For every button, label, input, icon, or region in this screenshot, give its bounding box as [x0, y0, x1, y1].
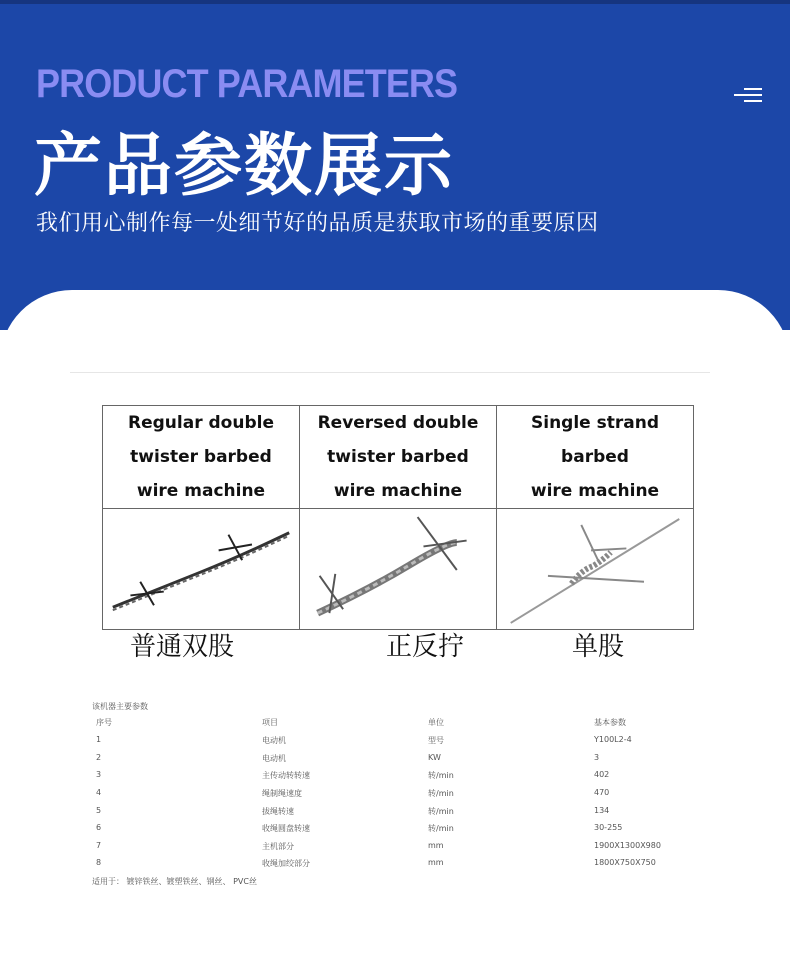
spec-cell: 拔绳转速: [262, 807, 294, 816]
chinese-subtitle: 我们用心制作每一处细节好的品质是获取市场的重要原因: [36, 211, 599, 236]
spec-cell: 3: [96, 770, 102, 779]
spec-table-row: [0, 858, 790, 872]
double-twist-barbed-wire-image: [103, 510, 299, 628]
spec-table-header: [0, 717, 790, 731]
header-line: Single strand: [531, 413, 659, 433]
header-line: wire machine: [136, 481, 266, 501]
spec-cell: 转/min: [428, 789, 454, 798]
english-title: PRODUCT PARAMETERS: [36, 62, 458, 106]
spec-cell: 主传动转转速: [262, 771, 310, 780]
spec-table-title: 该机器主要参数: [92, 702, 148, 711]
spec-cell: 1800X750X750: [594, 858, 656, 867]
spec-header-cell: 基本参数: [594, 718, 626, 727]
spec-header-cell: 单位: [428, 718, 444, 727]
spec-cell: 30-255: [594, 823, 623, 832]
spec-cell: 转/min: [428, 771, 454, 780]
spec-cell: mm: [428, 841, 444, 850]
spec-cell: 转/min: [428, 824, 454, 833]
spec-cell: 470: [594, 788, 610, 797]
spec-header-cell: 项目: [262, 718, 278, 727]
spec-table-row: [0, 841, 790, 855]
spec-cell: 主机部分: [262, 842, 294, 851]
menu-icon[interactable]: [734, 86, 762, 106]
spec-cell: 3: [594, 753, 600, 762]
spec-cell: 收绳加绞部分: [262, 859, 310, 868]
comparison-image-row: [103, 509, 694, 630]
single-strand-barbed-wire-image: [497, 510, 693, 628]
spec-cell: 1: [96, 735, 102, 744]
type-label: 单股: [572, 632, 625, 662]
spec-header-cell: 序号: [96, 718, 112, 727]
header-line: twister barbed: [327, 447, 469, 467]
spec-cell: 402: [594, 770, 610, 779]
type-label: 普通双股: [130, 632, 235, 662]
header-line: barbed: [561, 447, 629, 467]
spec-cell: mm: [428, 858, 444, 867]
comparison-image-cell: [103, 509, 300, 630]
spec-cell: 4: [96, 788, 102, 797]
spec-cell: 8: [96, 858, 102, 867]
spec-cell: 1900X1300X980: [594, 841, 661, 850]
spec-cell: 7: [96, 841, 102, 850]
comparison-header-cell: [497, 406, 694, 509]
comparison-header-cell: [103, 406, 300, 509]
reverse-twist-barbed-wire-image: [300, 510, 496, 628]
header-line: twister barbed: [130, 447, 272, 467]
comparison-image-cell: [497, 509, 694, 630]
spec-cell: 收绳圆盘转速: [262, 824, 310, 833]
spec-table-row: [0, 753, 790, 767]
header-line: wire machine: [530, 481, 660, 501]
spec-cell: 转/min: [428, 807, 454, 816]
spec-cell: 电动机: [262, 736, 286, 745]
spec-table-row: [0, 823, 790, 837]
spec-table-row: [0, 770, 790, 784]
spec-cell: 5: [96, 806, 102, 815]
spec-cell: 绳制绳速度: [262, 789, 302, 798]
type-label: 正反拧: [386, 632, 465, 662]
comparison-header-row: [103, 406, 694, 509]
comparison-header-cell: [300, 406, 497, 509]
header-line: Regular double: [128, 413, 274, 433]
header-banner: [0, 0, 790, 330]
header-line: wire machine: [333, 481, 463, 501]
spec-cell: Y100L2-4: [594, 735, 632, 744]
spec-cell: 型号: [428, 736, 444, 745]
header-line: Reversed double: [317, 413, 479, 433]
spec-table-row: [0, 806, 790, 820]
spec-table-row: [0, 788, 790, 802]
chinese-title: 产品参数展示: [34, 127, 455, 206]
section-divider: [70, 372, 710, 373]
spec-cell: 电动机: [262, 754, 286, 763]
comparison-image-cell: [300, 509, 497, 630]
spec-cell: KW: [428, 753, 441, 762]
spec-cell: 2: [96, 753, 102, 762]
spec-cell: 6: [96, 823, 102, 832]
spec-cell: 134: [594, 806, 610, 815]
spec-table-row: [0, 735, 790, 749]
header-top-border: [0, 0, 790, 4]
machine-comparison-table: [102, 405, 694, 630]
applicable-materials-note: 适用于： 镀锌铁丝、镀塑铁丝、钢丝、 PVC丝: [92, 877, 257, 886]
